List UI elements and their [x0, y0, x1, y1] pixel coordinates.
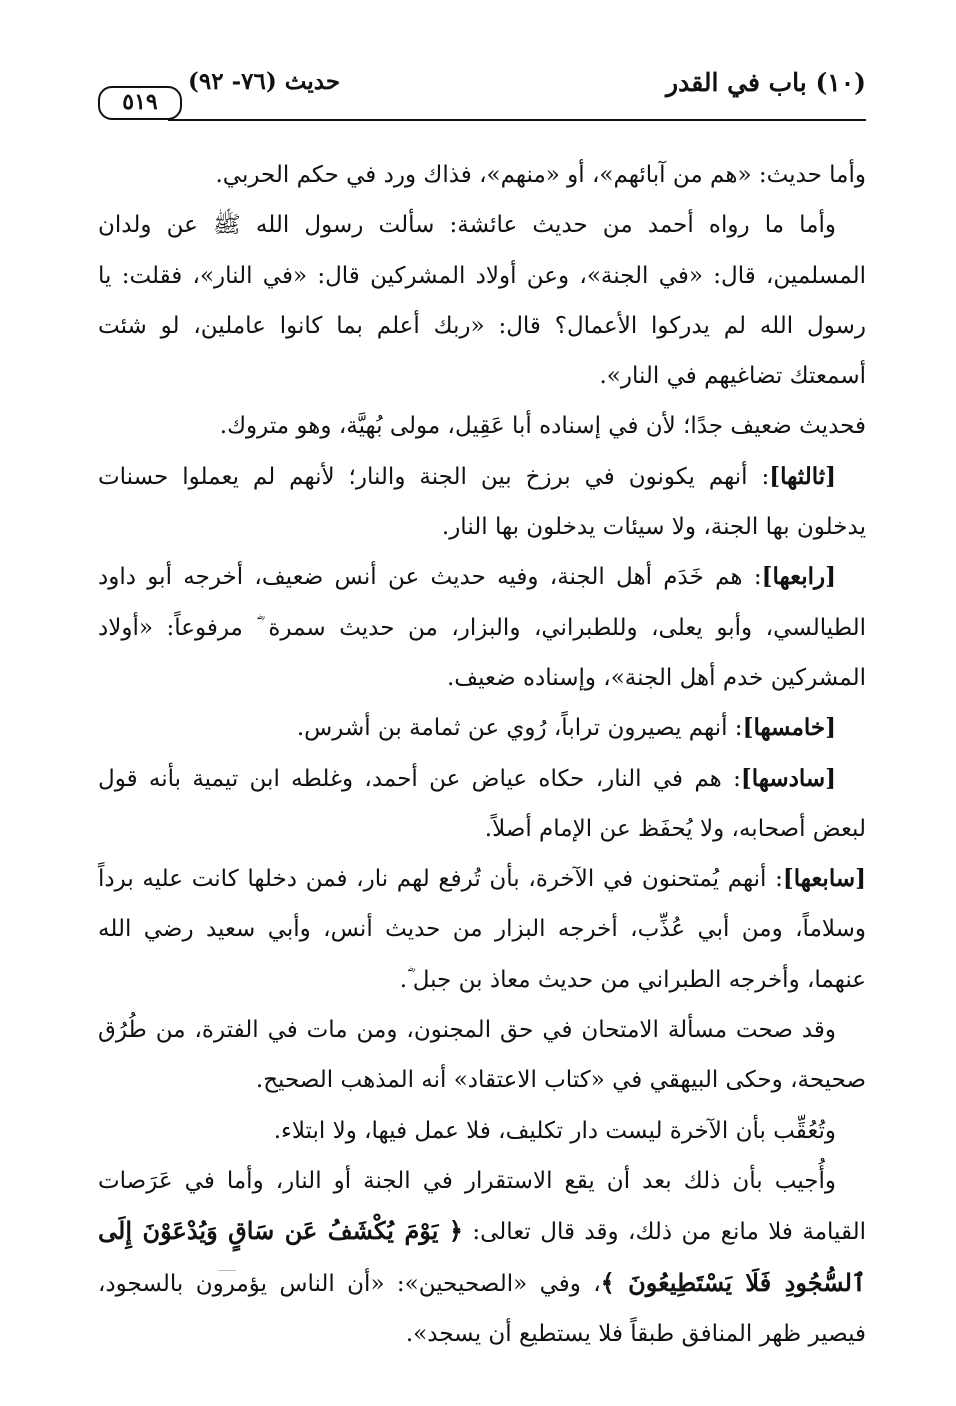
body-text [98, 150, 866, 1359]
page-number-box [98, 86, 182, 120]
paragraph-text: : أنهم يصيرون تراباً، رُوي عن ثمامة بن أشرس. [296, 715, 743, 742]
paragraph [98, 200, 866, 401]
section-label: [رابعها] [761, 563, 836, 591]
page-header [98, 60, 866, 124]
hadith-range: حديث (٧٦- ٩٢) [188, 68, 341, 95]
section-label: [خامسها] [742, 714, 836, 742]
paragraph [98, 1106, 866, 1156]
section-label: [ثالثها] [769, 462, 836, 490]
paragraph-text: وأما ما رواه أحمد من حديث عائشة: سألت رسول الله ﷺ عن ولدان المسلمين، قال: «في الجنة»، وعن أولاد المشركين قال: «في النار»، فقلت: يا رسول الله لم يدركوا الأعمال؟ قال: «ربك أعلم بما كانوا عاملين، لو شئت أسمعتك تضاغيهم في النار». [98, 212, 866, 390]
paragraph [98, 552, 866, 703]
paragraph-text: : أنهم يكونون في برزخ بين الجنة والنار؛ لأنهم لم يعملوا حسنات يدخلون بها الجنة، ولا سيئات يدخلون بها النار. [98, 463, 866, 541]
paragraph-text: ، وفي «الصحيحين»: «أن الناس يؤمرون بالسجود، فيصير ظهر المنافق طبقاً فلا يستطيع أن يسجد». [98, 1270, 866, 1347]
page-number: ٥١٩ [122, 89, 158, 115]
paragraph-text: وأما حديث: «هم من آبائهم»، أو «منهم»، فذاك ورد في حكم الحربي. [215, 162, 866, 188]
paragraph [98, 703, 866, 753]
chapter-title: (١٠) باب في القدر [666, 68, 866, 97]
paragraph [98, 401, 866, 451]
paragraph-text: : هم خَدَم أهل الجنة، وفيه حديث عن أنس ضعيف، أخرجه أبو داود الطيالسي، وأبو يعلى، وللطبراني، والبزار، من حديث سمرة ؓ مرفوعاً: «أولاد المشركين خدم أهل الجنة»، وإسناده ضعيف. [98, 564, 866, 691]
paragraph-text: فحديث ضعيف جدًا؛ لأن في إسناده أبا عَقِيل، مولى بُهيَّة، وهو متروك. [219, 413, 866, 440]
paragraph [98, 1156, 866, 1359]
paragraph-text: : هم في النار، حكاه عياض عن أحمد، وغلطه ابن تيمية بأنه قول لبعض أصحابه، ولا يُحفَظ عن الإمام أصلاً. [98, 765, 866, 842]
paragraph [98, 1005, 866, 1106]
paragraph [98, 754, 866, 855]
header-rule [168, 119, 866, 121]
quran-verse: ﴿ يَوْمَ يُكْشَفُ عَن سَاقٍ وَيُدْعَوْنَ إِلَى ٱلسُّجُودِ فَلَا يَسْتَطِيعُونَ ﴾ [98, 1216, 866, 1297]
section-label: [سابعها] [782, 865, 866, 893]
paragraph-text: : أنهم يُمتحنون في الآخرة، بأن تُرفع لهم نار، فمن دخلها كانت عليه برداً وسلاماً، ومن أبي عُذِّب، أخرجه البزار من حديث أنس، وأبي سعيد رضي الله عنهما، وأخرجه الطبراني من حديث معاذ بن جبل ؓ. [98, 866, 866, 993]
paragraph-text: وأُجيب بأن ذلك بعد أن يقع الاستقرار في الجنة أو النار، وأما في عَرَصات القيامة فلا مانع من ذلك، وقد قال تعالى: [98, 1167, 866, 1246]
paragraph [98, 150, 866, 200]
paragraph-text: وتُعُقِّب بأن الآخرة ليست دار تكليف، فلا عمل فيها، ولا ابتلاء. [273, 1117, 836, 1144]
scan-mark [218, 1270, 236, 1271]
section-label: [سادسها] [740, 764, 836, 792]
paragraph [98, 452, 866, 553]
paragraph-text: وقد صحت مسألة الامتحان في حق المجنون، ومن مات في الفترة، من طُرُق صحيحة، وحكى البيهقي في «كتاب الاعتقاد» أنه المذهب الصحيح. [98, 1017, 866, 1094]
paragraph [98, 854, 866, 1005]
